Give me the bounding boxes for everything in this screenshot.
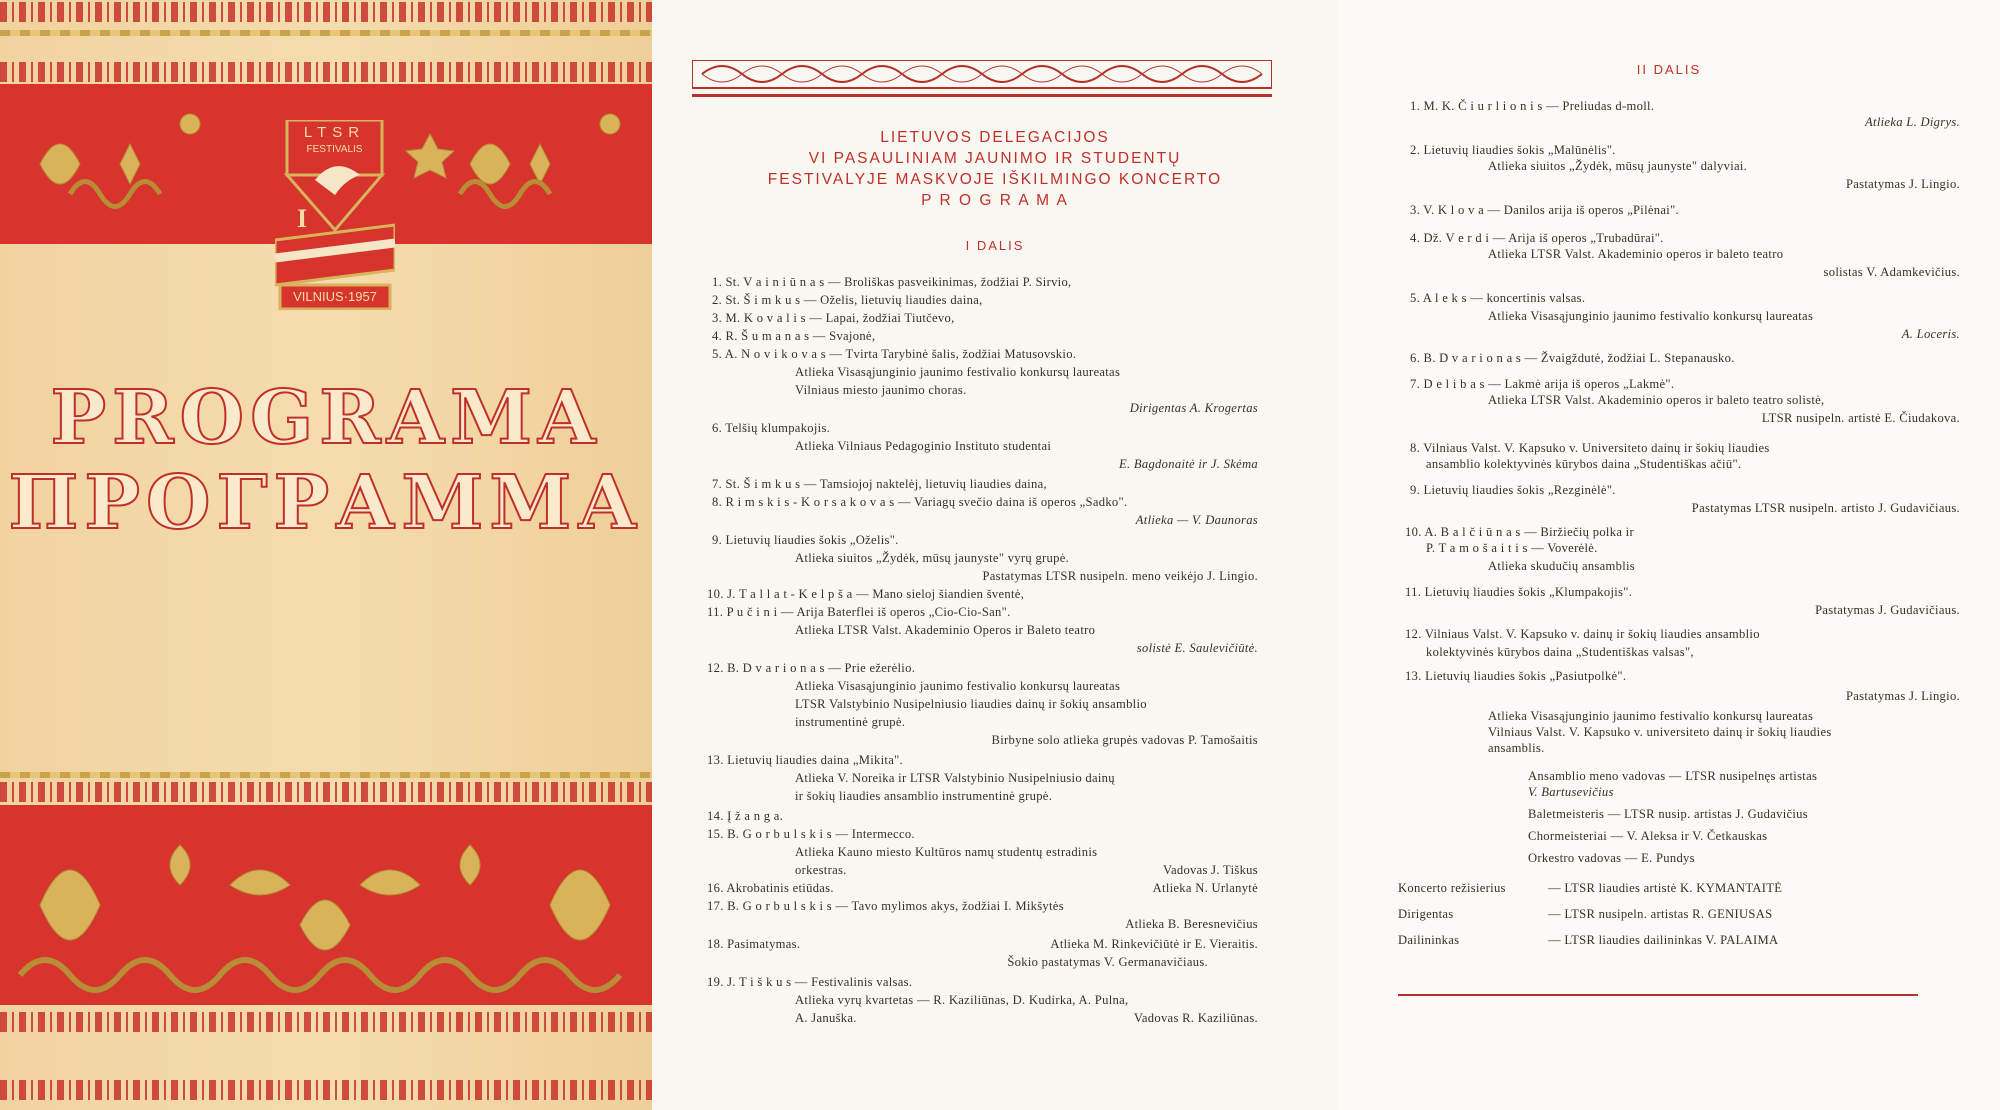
program-line: 9. Lietuvių liaudies šokis „Oželis". bbox=[712, 533, 899, 547]
program-line: 16. Akrobatinis etiūdas. bbox=[707, 881, 834, 895]
credit-value-artist: — LTSR liaudies dailininkas V. PALAIMA bbox=[1548, 933, 1779, 947]
program-line: 2. Lietuvių liaudies šokis „Malūnėlis". bbox=[1410, 143, 1616, 157]
program-line: solistas V. Adamkevičius. bbox=[1823, 265, 1960, 279]
program-line: Pastatymas J. Lingio. bbox=[1845, 689, 1960, 703]
program-line: Orkestro vadovas — E. Pundys bbox=[1528, 851, 1695, 865]
program-line: Atlieka M. Rinkevičiūtė ir E. Vieraitis. bbox=[1050, 937, 1258, 951]
heading-line-1: LIETUVOS DELEGACIJOS bbox=[880, 129, 1110, 146]
program-line: 4. R. Š u m a n a s — Svajonė, bbox=[712, 329, 876, 343]
program-line: Atlieka skudučių ansamblis bbox=[1488, 559, 1636, 573]
program-line: 12. B. D v a r i o n a s — Prie ežerėlio. bbox=[707, 661, 916, 675]
cover-title-russian: ПРОГРАММА bbox=[8, 460, 644, 546]
program-line: 18. Pasimatymas. bbox=[707, 937, 801, 951]
program-page-part-two bbox=[1338, 0, 2000, 1110]
upper-bead-border bbox=[0, 62, 652, 82]
program-line: 5. A l e k s — koncertinis valsas. bbox=[1410, 291, 1586, 305]
program-line: Atlieka Visasąjunginio jaunimo festivalio konkursų laureatas bbox=[795, 679, 1121, 693]
program-line: A. Loceris. bbox=[1901, 327, 1960, 341]
badge-top-text: LTSR bbox=[303, 124, 366, 141]
program-line: Pastatymas J. Gudavičiaus. bbox=[1815, 603, 1960, 617]
program-line: 2. St. Š i m k u s — Oželis, lietuvių liaudies daina, bbox=[712, 293, 983, 307]
program-line: 11. P u č i n i — Arija Baterflei iš operos „Cio-Cio-San". bbox=[707, 605, 1011, 619]
part-two-label: II DALIS bbox=[1636, 62, 1702, 77]
program-line: Atlieka N. Urlanytė bbox=[1152, 881, 1258, 895]
program-line: Birbyne solo atlieka grupės vadovas P. Tamošaitis bbox=[991, 733, 1258, 747]
program-line: Atlieka — V. Daunoras bbox=[1135, 513, 1258, 527]
program-line: 15. B. G o r b u l s k i s — Intermecco. bbox=[707, 827, 915, 841]
program-line: 19. J. T i š k u s — Festivalinis valsas. bbox=[707, 975, 913, 989]
program-line: 4. Dž. V e r d i — Arija iš operos „Trubadūrai". bbox=[1410, 231, 1664, 245]
program-line: Atlieka siuitos „Žydėk, mūsų jaunyste" dalyviai. bbox=[1488, 159, 1748, 173]
program-line: LTSR nusipeln. artistė E. Čiudakova. bbox=[1761, 411, 1960, 425]
program-line: Atlieka Visasąjunginio jaunimo festivalio konkursų laureatas bbox=[1488, 709, 1814, 723]
program-page-part-one bbox=[652, 0, 1338, 1110]
lower-ornament-band bbox=[0, 805, 652, 1005]
program-line: Atlieka vyrų kvartetas — R. Kaziliūnas, D. Kudirka, A. Pulna, bbox=[795, 993, 1129, 1007]
program-line: Pastatymas LTSR nusipeln. meno veikėjo J. Lingio. bbox=[982, 569, 1258, 583]
program-line: Chormeisteriai — V. Aleksa ir V. Četkauskas bbox=[1528, 829, 1768, 843]
program-line: 14. Į ž a n g a. bbox=[707, 809, 784, 823]
program-line: Atlieka Visasąjunginio jaunimo festivalio konkursų laureatas bbox=[795, 365, 1121, 379]
program-line: 13. Lietuvių liaudies daina „Mikita". bbox=[707, 753, 904, 767]
program-line: kolektyvinės kūrybos daina „Studentiškas valsas", bbox=[1426, 645, 1694, 659]
header-ornament bbox=[692, 60, 1272, 100]
program-heading bbox=[652, 127, 1338, 211]
program-line: 10. J. T a l l a t - K e l p š a — Mano sieloj šiandien šventė, bbox=[707, 587, 1025, 601]
top-bead-border bbox=[0, 2, 652, 22]
program-line: 11. Lietuvių liaudies šokis „Klumpakojis". bbox=[1405, 585, 1633, 599]
program-line: V. Bartusevičius bbox=[1528, 785, 1614, 799]
festival-emblem bbox=[275, 120, 395, 304]
program-line: Atlieka LTSR Valst. Akademinio operos ir baleto teatro bbox=[1488, 247, 1784, 261]
heading-line-3: FESTIVALYJE MASKVOJE IŠKILMINGO KONCERTO bbox=[767, 171, 1223, 188]
program-line: Pastatymas LTSR nusipeln. artisto J. Gudavičiaus. bbox=[1691, 501, 1960, 515]
program-line: instrumentinė grupė. bbox=[795, 715, 906, 729]
program-line: 7. St. Š i m k u s — Tamsiojoj naktelėj, lietuvių liaudies daina, bbox=[712, 477, 1047, 491]
program-line: LTSR Valstybinio Nusipelniusio liaudies dainų ir šokių ansamblio bbox=[795, 697, 1147, 711]
badge-city-text: VILNIUS·1957 bbox=[293, 289, 377, 304]
lower-ornament-pattern bbox=[0, 805, 652, 1005]
program-line: Atlieka siuitos „Žydėk, mūsų jaunyste" vyrų grupė. bbox=[795, 551, 1070, 565]
part-one-label: I DALIS bbox=[965, 238, 1025, 253]
lower-bead-border bbox=[0, 782, 652, 802]
program-line: 1. M. K. Č i u r l i o n i s — Preliudas d-moll. bbox=[1410, 99, 1655, 113]
credit-value-conductor: — LTSR nusipeln. artistas R. GENIUSAS bbox=[1548, 907, 1773, 921]
program-line: Atlieka L. Digrys. bbox=[1865, 115, 1960, 129]
lower-gold-stripe bbox=[0, 772, 652, 778]
program-line: Pastatymas J. Lingio. bbox=[1845, 177, 1960, 191]
program-line: A. Januška. bbox=[795, 1011, 857, 1025]
program-line: 1. St. V a i n i ū n a s — Broliškas pasveikinimas, žodžiai P. Sirvio, bbox=[712, 275, 1072, 289]
program-line: 5. A. N o v i k o v a s — Tvirta Tarybinė šalis, žodžiai Matusovskio. bbox=[712, 347, 1077, 361]
program-line: Ansamblio meno vadovas — LTSR nusipelnęs artistas bbox=[1528, 769, 1818, 783]
program-line: 17. B. G o r b u l s k i s — Tavo mylimos akys, žodžiai I. Mikšytės bbox=[707, 899, 1064, 913]
bottom-bead-border bbox=[0, 1012, 652, 1032]
footer-bead-border bbox=[0, 1080, 652, 1100]
program-line: Vadovas R. Kaziliūnas. bbox=[1133, 1011, 1258, 1025]
credit-value-director: — LTSR liaudies artistė K. KYMANTAITĖ bbox=[1548, 881, 1783, 895]
program-line: 8. R i m s k i s - K o r s a k o v a s — Variagų svečio daina iš operos „Sadko". bbox=[712, 495, 1128, 509]
program-line: Atlieka Vilniaus Pedagoginio Instituto studentai bbox=[795, 439, 1052, 453]
program-line: Vadovas J. Tiškus bbox=[1162, 863, 1258, 877]
program-line: 10. A. B a l č i ū n a s — Biržiečių polka ir bbox=[1405, 525, 1634, 539]
program-line: Vilniaus Valst. V. Kapsuko v. universiteto dainų ir šokių liaudies bbox=[1488, 725, 1832, 739]
heading-line-4: P R O G R A M A bbox=[921, 192, 1069, 209]
program-line: Baletmeisteris — LTSR nusip. artistas J. Gudavičius bbox=[1528, 807, 1808, 821]
program-line: 6. Telšių klumpakojis. bbox=[712, 421, 831, 435]
program-line: ansamblis. bbox=[1488, 741, 1545, 755]
program-line: Atlieka V. Noreika ir LTSR Valstybinio Nusipelniusio dainų bbox=[795, 771, 1115, 785]
program-line: 13. Lietuvių liaudies šokis „Pasiutpolkė". bbox=[1405, 669, 1627, 683]
heading-line-2: VI PASAULINIAM JAUNIMO IR STUDENTŲ bbox=[808, 150, 1182, 167]
program-line: Vilniaus miesto jaunimo choras. bbox=[795, 383, 967, 397]
cover-page bbox=[0, 0, 652, 1110]
program-line: Dirigentas A. Krogertas bbox=[1129, 401, 1258, 415]
program-line: Atlieka B. Beresnevičius bbox=[1125, 917, 1258, 931]
badge-numeral: I bbox=[297, 204, 308, 233]
program-line: 3. M. K o v a l i s — Lapai, žodžiai Tiutčevo, bbox=[712, 311, 955, 325]
program-line: ansamblio kolektyvinės kūrybos daina „Studentiškas ačiū". bbox=[1426, 457, 1742, 471]
program-line: P. T a m o š a i t i s — Voverėlė. bbox=[1426, 541, 1598, 555]
program-line: Atlieka Kauno miesto Kultūros namų studentų estradinis bbox=[795, 845, 1098, 859]
program-line: Šokio pastatymas V. Germanavičiaus. bbox=[1007, 955, 1208, 969]
closing-rule bbox=[1398, 994, 1918, 996]
program-line: 12. Vilniaus Valst. V. Kapsuko v. dainų ir šokių liaudies ansamblio bbox=[1405, 627, 1760, 641]
program-line: E. Bagdonaitė ir J. Skėma bbox=[1118, 457, 1258, 471]
credit-label-director: Koncerto režisierius bbox=[1398, 881, 1506, 895]
program-line: orkestras. bbox=[795, 863, 847, 877]
cover-title-lithuanian: PROGRAMA bbox=[50, 375, 602, 461]
program-line: 6. B. D v a r i o n a s — Žvaigždutė, žodžiai L. Stepanausko. bbox=[1410, 351, 1735, 365]
program-line: 7. D e l i b a s — Lakmė arija iš operos „Lakmė". bbox=[1410, 377, 1675, 391]
program-line: 8. Vilniaus Valst. V. Kapsuko v. Universiteto dainų ir šokių liaudies bbox=[1410, 441, 1770, 455]
credit-label-conductor: Dirigentas bbox=[1398, 907, 1454, 921]
program-line: ir šokių liaudies ansamblio instrumentinė grupė. bbox=[795, 789, 1053, 803]
program-line: solistė E. Saulevičiūtė. bbox=[1136, 641, 1258, 655]
program-line: 3. V. K l o v a — Danilos arija iš operos „Pilėnai". bbox=[1410, 203, 1679, 217]
program-line: Atlieka Visasąjunginio jaunimo festivalio konkursų laureatas bbox=[1488, 309, 1814, 323]
program-line: 9. Lietuvių liaudies šokis „Rezginėlė". bbox=[1410, 483, 1616, 497]
program-line: Atlieka LTSR Valst. Akademinio operos ir baleto teatro solistė, bbox=[1488, 393, 1825, 407]
gold-stripe bbox=[0, 30, 652, 36]
badge-festival-text: FESTIVALIS bbox=[306, 144, 363, 155]
credit-label-artist: Dailininkas bbox=[1398, 933, 1460, 947]
program-line: Atlieka LTSR Valst. Akademinio Operos ir Baleto teatro bbox=[795, 623, 1096, 637]
